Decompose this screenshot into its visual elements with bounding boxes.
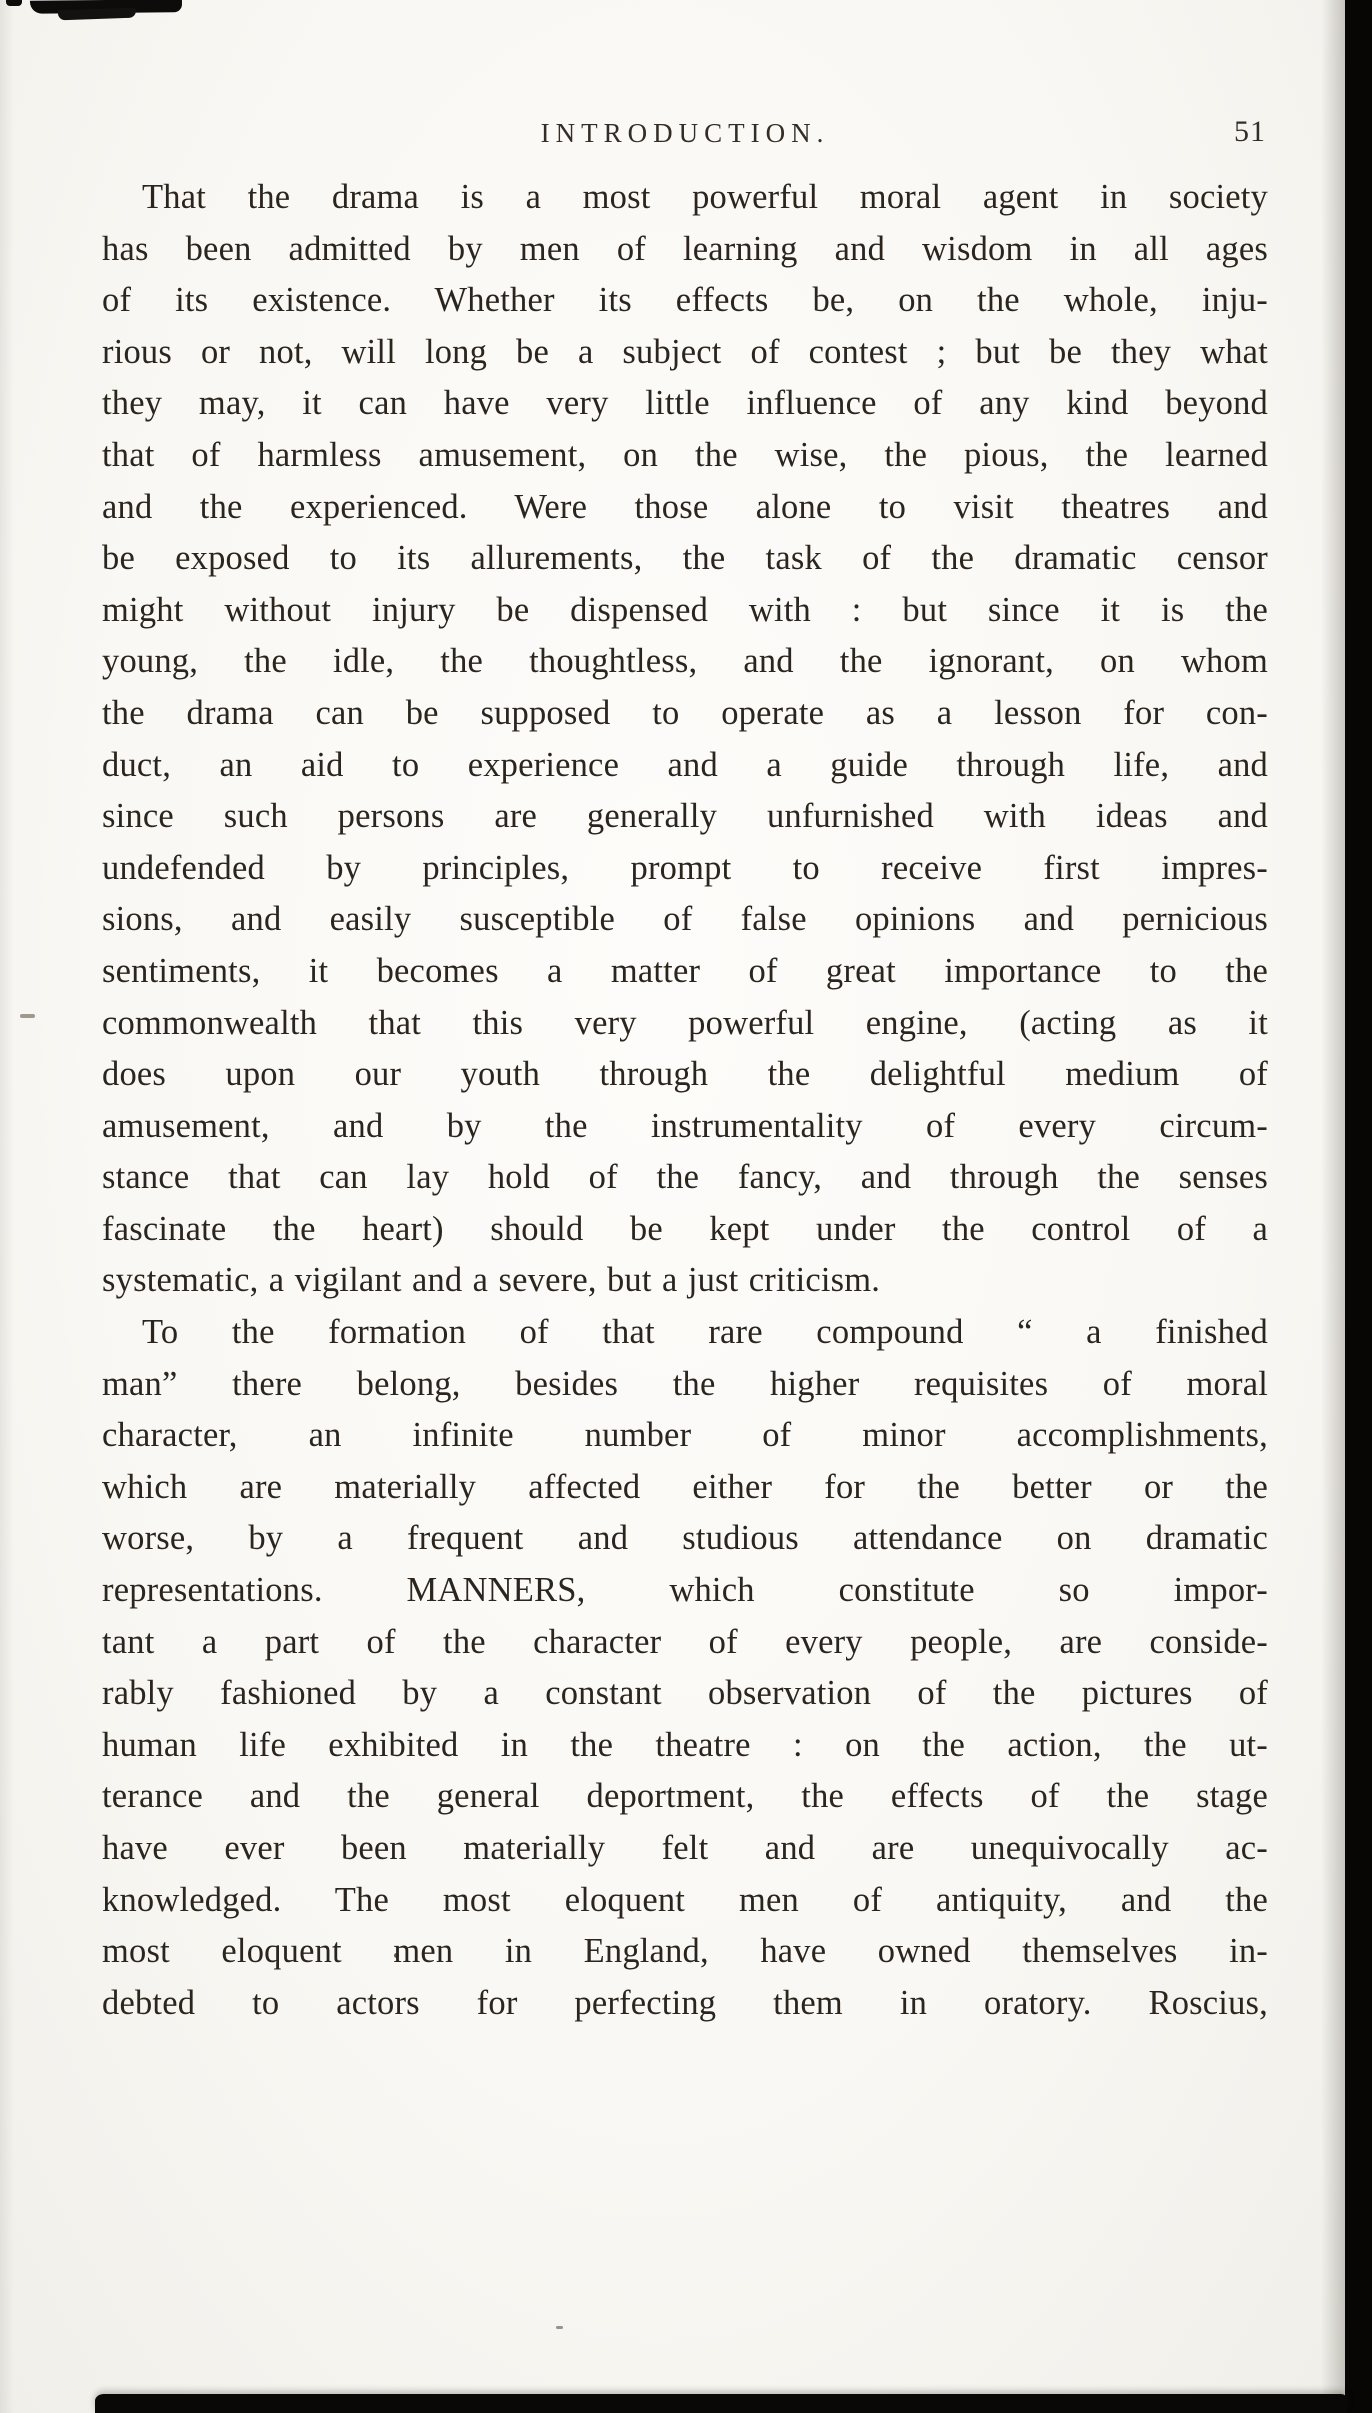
text-line: they may, it can have very little influence of any kind beyond <box>102 384 1268 423</box>
text-line: terance and the general deportment, the effects of the stage <box>102 1777 1268 1816</box>
text-line: young, the idle, the thoughtless, and the ignorant, on whom <box>102 642 1268 681</box>
text-line: does upon our youth through the delightful medium of <box>102 1055 1268 1094</box>
text-line: rious or not, will long be a subject of contest ; but be they what <box>102 332 1268 371</box>
text-line: tant a part of the character of every people, are conside- <box>102 1622 1268 1661</box>
text-line: the drama can be supposed to operate as a lesson for con- <box>102 693 1268 732</box>
text-line: commonwealth that this very powerful engine, (acting as it <box>102 1003 1268 1042</box>
text-line: sentiments, it becomes a matter of great importance to the <box>102 951 1268 990</box>
text-line: has been admitted by men of learning and wisdom in all ages <box>102 229 1268 268</box>
scan-edge-bar-bottom <box>95 2394 1347 2413</box>
paragraph <box>102 1307 1268 2029</box>
text-line: worse, by a frequent and studious attendance on dramatic <box>102 1519 1268 1558</box>
text-line: duct, an aid to experience and a guide through life, and <box>102 745 1268 784</box>
text-line: might without injury be dispensed with : but since it is the <box>102 590 1268 629</box>
body-text <box>102 172 1268 2029</box>
text-line: that of harmless amusement, on the wise, the pious, the learned <box>102 435 1268 474</box>
text-line: stance that can lay hold of the fancy, and through the senses <box>102 1158 1268 1197</box>
text-line: which are materially affected either for the better or the <box>102 1467 1268 1506</box>
text-line: have ever been materially felt and are unequivocally ac- <box>102 1829 1268 1867</box>
text-line: fascinate the heart) should be kept under the control of a <box>102 1209 1268 1248</box>
text-line: undefended by principles, prompt to receive first impres- <box>102 848 1268 887</box>
text-line: To the formation of that rare compound “ a finished <box>142 1313 1268 1352</box>
text-line: and the experienced. Were those alone to visit theatres and <box>102 487 1268 526</box>
scan-speck <box>556 2326 563 2329</box>
gutter-shadow <box>1321 0 1345 2413</box>
text-line: sions, and easily susceptible of false opinions and pernicious <box>102 900 1268 939</box>
text-line: human life exhibited in the theatre : on the action, the ut- <box>102 1725 1268 1764</box>
text-line: rably fashioned by a constant observation of the pictures of <box>102 1674 1268 1713</box>
page-number: 51 <box>1234 115 1266 148</box>
text-line: knowledged. The most eloquent men of antiquity, and the <box>102 1880 1268 1919</box>
text-line: character, an infinite number of minor accomplishments, <box>102 1416 1268 1455</box>
scan-artifact-top-left-small <box>58 8 136 21</box>
text-line: That the drama is a most powerful moral agent in society <box>142 178 1268 216</box>
text-line: most eloquent men in England, have owned themselves in- <box>102 1932 1268 1971</box>
page-header <box>102 115 1268 164</box>
text-line: since such persons are generally unfurnished with ideas and <box>102 797 1268 836</box>
text-line: be exposed to its allurements, the task of the dramatic censor <box>102 539 1268 578</box>
page-left-edge-shade <box>0 0 14 2413</box>
running-header-title: INTRODUCTION. <box>540 118 830 148</box>
text-line: amusement, and by the instrumentality of every circum- <box>102 1106 1268 1145</box>
scan-speck <box>20 1014 35 1018</box>
text-line: representations. MANNERS, which constitute so impor- <box>102 1571 1268 1610</box>
scan-edge-bar-right <box>1345 0 1372 2413</box>
text-line: systematic, a vigilant and a severe, but a just criticism. <box>102 1261 881 1300</box>
text-line: debted to actors for perfecting them in oratory. Roscius, <box>102 1983 1268 2022</box>
paragraph <box>102 172 1268 1307</box>
text-line: man” there belong, besides the higher requisites of moral <box>102 1364 1268 1403</box>
text-line: of its existence. Whether its effects be, on the whole, inju- <box>102 281 1268 320</box>
